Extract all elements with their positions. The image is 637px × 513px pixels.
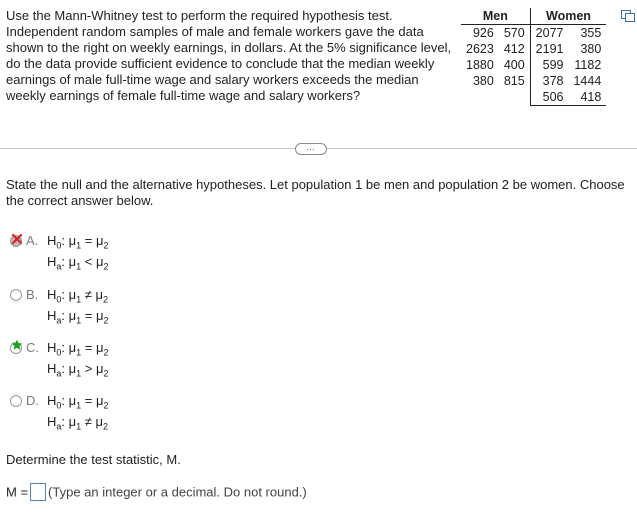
problem-line: shown to the right on weekly earnings, in dollars. At the 5% significance level, <box>6 40 452 55</box>
option-letter: A. <box>26 233 39 248</box>
table-cell: 380 <box>580 42 602 56</box>
table-cell <box>461 89 499 106</box>
problem-line: weekly earnings of female full-time wage and salary workers? <box>6 88 361 103</box>
table-cell: 412 <box>503 42 525 56</box>
table-row <box>461 89 606 106</box>
problem-line: do the data provide sufficient evidence to conclude that the median weekly <box>6 56 435 71</box>
answer-hint: (Type an integer or a decimal. Do not round.) <box>48 484 307 500</box>
table-row <box>461 57 606 73</box>
table-cell: 2191 <box>530 41 568 57</box>
table-cell: 506 <box>530 89 568 106</box>
answer-row <box>6 483 307 501</box>
table-row <box>461 25 606 42</box>
earnings-table <box>461 8 606 106</box>
alternative-hypothesis: $H_a$: $\mu_1 = \mu_2$ <box>47 308 109 326</box>
problem-line: Use the Mann-Whitney test to perform the required hypothesis test. <box>6 8 393 23</box>
wrong-x-icon <box>11 233 23 245</box>
alternative-hypothesis: $H_a$: $\mu_1 < \mu_2$ <box>47 254 109 272</box>
problem-line: Independent random samples of male and female workers gave the data <box>6 24 424 39</box>
answer-input[interactable] <box>30 483 46 501</box>
table-cell: 2623 <box>466 42 494 56</box>
table-cell: 400 <box>503 58 525 72</box>
table-cell: 378 <box>530 73 568 89</box>
table-cell <box>499 89 530 106</box>
table-cell: 2077 <box>530 25 568 42</box>
table-cell: 926 <box>472 26 494 40</box>
option-letter: C. <box>26 340 39 355</box>
question-text: State the null and the alternative hypotheses. Let population 1 be men and population 2 be women. Choose the correct answer below. <box>6 177 625 208</box>
table-cell: 1182 <box>574 58 602 72</box>
correct-star-icon <box>11 339 23 351</box>
table-cell: 380 <box>472 74 494 88</box>
radio-button[interactable] <box>10 289 22 301</box>
table-header-men: Men <box>461 8 530 25</box>
option-letter: B. <box>26 287 39 302</box>
null-hypothesis: $H_0$: $\mu_1 = \mu_2$ <box>47 340 109 358</box>
null-hypothesis: $H_0$: $\mu_1 \ne \mu_2$ <box>47 287 109 305</box>
table-cell: 1880 <box>466 58 494 72</box>
statistic-prompt: Determine the test statistic, M. <box>6 452 181 467</box>
radio-button[interactable] <box>10 395 22 407</box>
answer-label: M = <box>6 484 29 500</box>
null-hypothesis: $H_0$: $\mu_1 = \mu_2$ <box>47 233 109 251</box>
table-cell: 815 <box>503 74 525 88</box>
null-hypothesis: $H_0$: $\mu_1 = \mu_2$ <box>47 393 109 411</box>
copy-data-icon[interactable] <box>621 10 635 22</box>
table-row <box>461 73 606 89</box>
alternative-hypothesis: $H_a$: $\mu_1 \ne \mu_2$ <box>47 414 109 432</box>
option-letter: D. <box>26 393 39 408</box>
table-cell: 355 <box>580 26 602 40</box>
table-cell: 418 <box>568 89 606 106</box>
table-cell: 570 <box>503 26 525 40</box>
table-row <box>461 41 606 57</box>
problem-line: earnings of male full-time wage and salary workers exceeds the median <box>6 72 419 87</box>
alternative-hypothesis: $H_a$: $\mu_1 > \mu_2$ <box>47 361 109 379</box>
table-cell: 599 <box>530 57 568 73</box>
expand-more-button[interactable]: … <box>295 143 327 155</box>
table-header-women: Women <box>530 8 606 25</box>
problem-statement <box>6 8 458 104</box>
table-cell: 1444 <box>573 74 602 88</box>
